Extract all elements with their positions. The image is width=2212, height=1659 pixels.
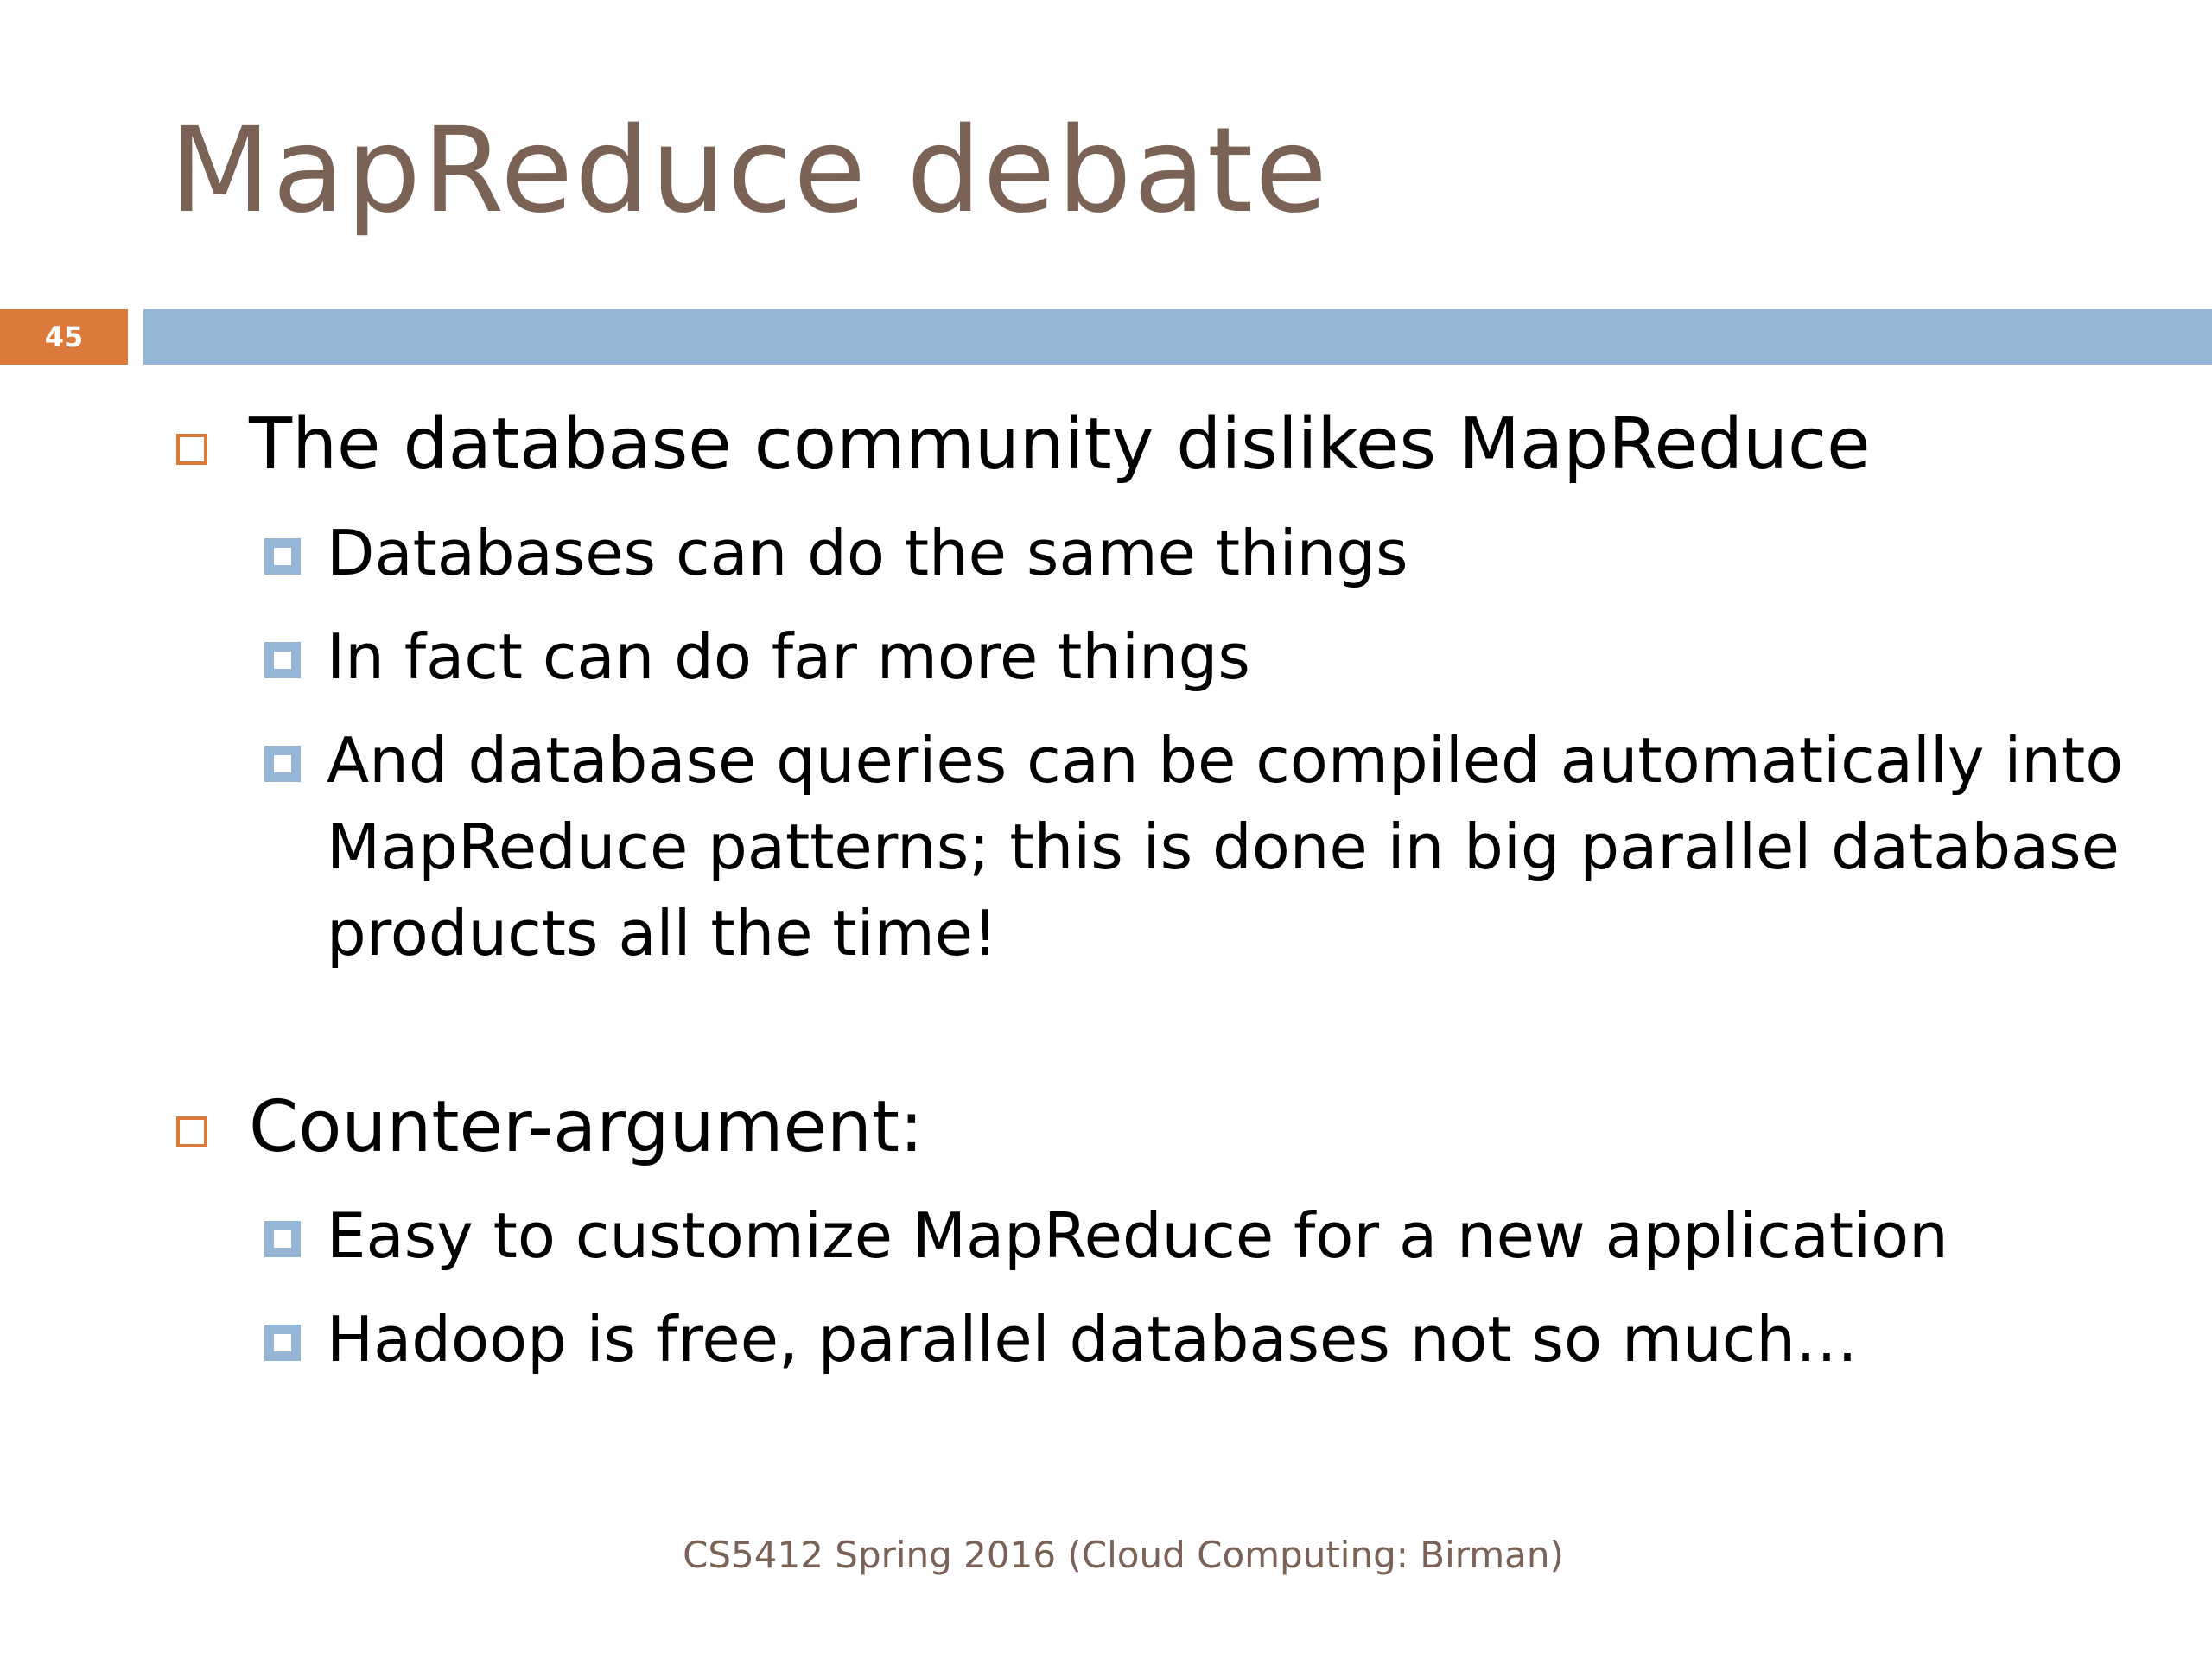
bullet-text: The database community dislikes MapReduce	[249, 404, 1871, 486]
bullet-level1	[169, 397, 2157, 493]
slide-footer: CS5412 Spring 2016 (Cloud Computing: Birman)	[683, 1534, 1564, 1576]
square-bullet-icon	[264, 642, 301, 678]
bullet-text: Counter-argument:	[249, 1086, 924, 1168]
bullet-text: Hadoop is free, parallel databases not so much…	[327, 1303, 1858, 1376]
hollow-square-bullet-icon	[176, 1116, 207, 1147]
bullet-text: And database queries can be compiled automatically into MapReduce patterns; this is done in big parallel database products all the time!	[327, 724, 2124, 969]
square-bullet-icon	[264, 1221, 301, 1257]
slide-title: MapReduce debate	[169, 103, 1329, 239]
bullet-level1	[169, 1080, 2157, 1175]
hollow-square-bullet-icon	[176, 434, 207, 465]
bullet-text: In fact can do far more things	[327, 620, 1250, 693]
slide-content	[169, 397, 2157, 1382]
square-bullet-icon	[264, 1325, 301, 1361]
square-bullet-icon	[264, 538, 301, 575]
slide-number: 45	[0, 309, 128, 365]
bullet-text: Databases can do the same things	[327, 517, 1408, 589]
bullet-level2	[169, 1192, 2157, 1279]
bullet-level2	[169, 613, 2157, 700]
bullet-level2	[169, 510, 2157, 596]
square-bullet-icon	[264, 746, 301, 782]
bullet-text: Easy to customize MapReduce for a new application	[327, 1199, 1948, 1272]
bullet-level2	[169, 1296, 2157, 1382]
bullet-level2	[169, 717, 2157, 976]
title-divider-bar	[143, 309, 2212, 365]
